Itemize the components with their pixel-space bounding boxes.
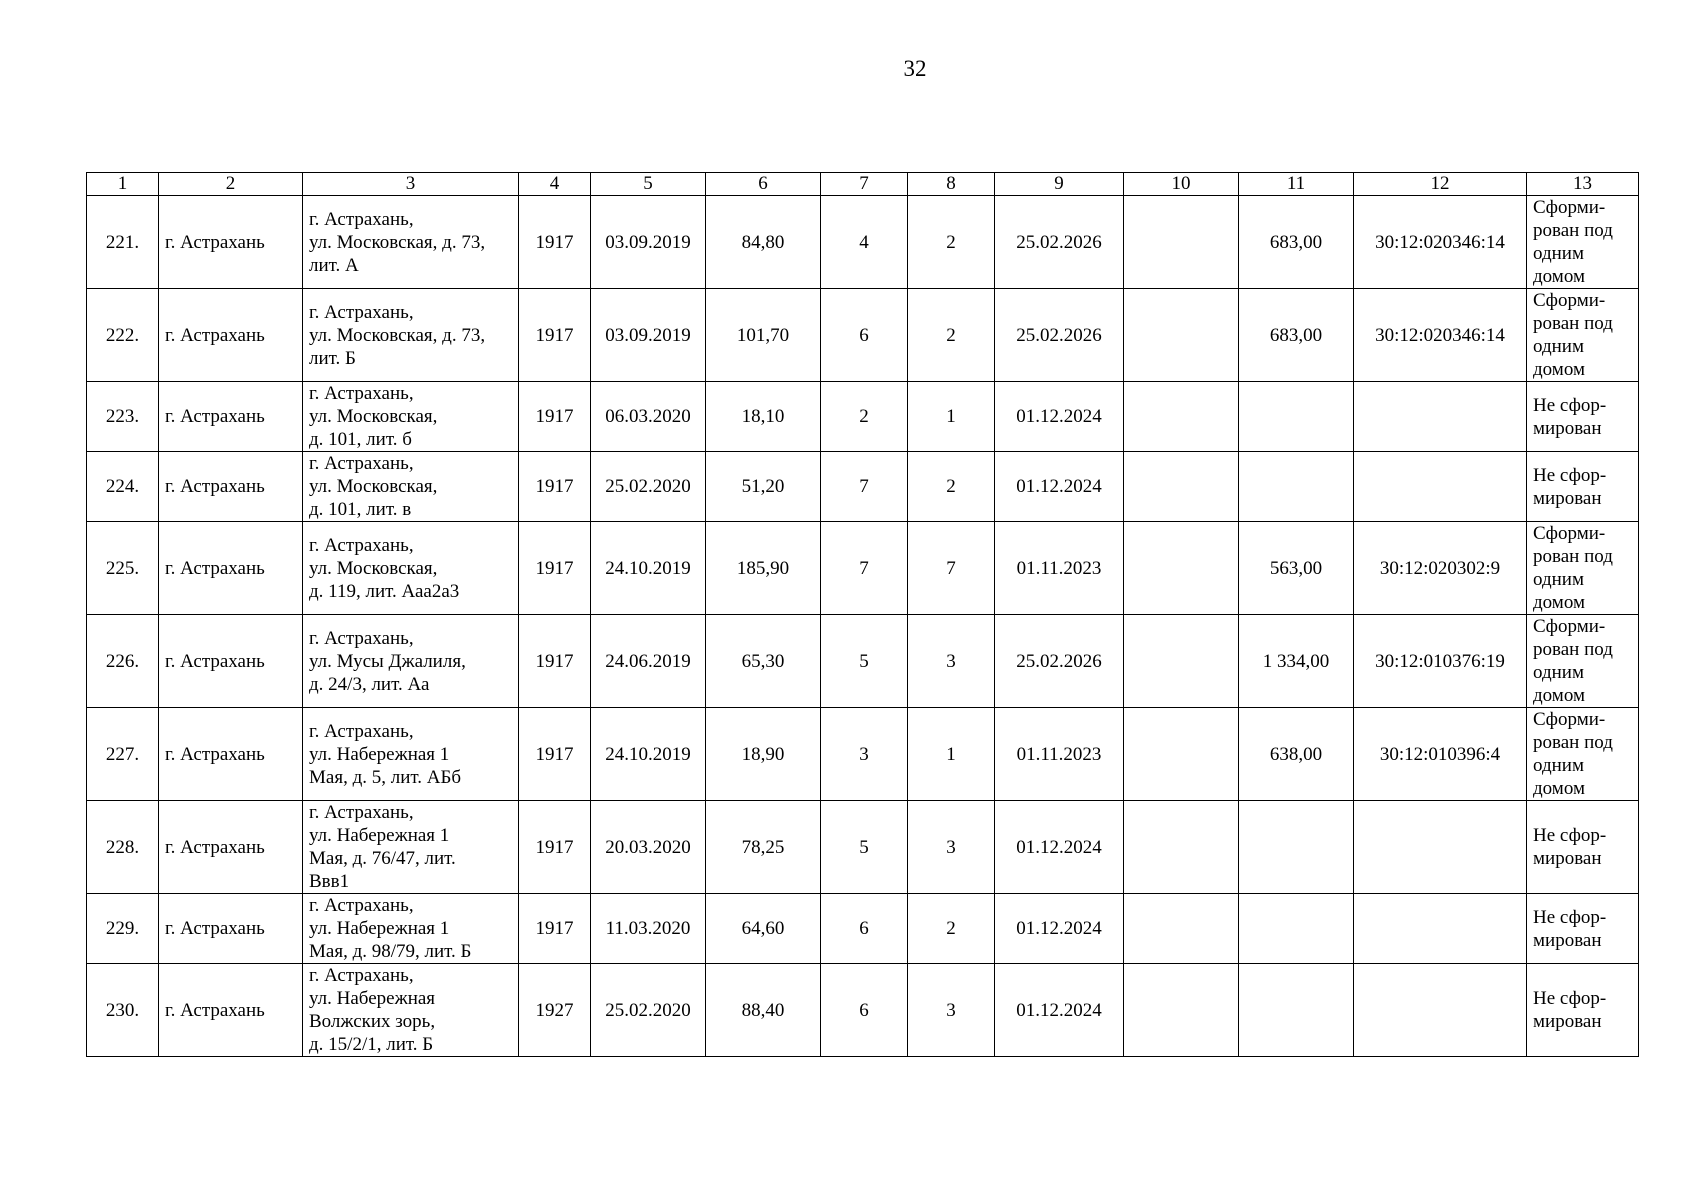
table-row [87,708,1639,801]
column-header-8: 8 [908,173,995,196]
year-cell: 1917 [519,801,591,894]
date-cell: 24.10.2019 [591,708,706,801]
year-cell: 1917 [519,382,591,452]
address-cell [303,289,519,382]
deadline-cell: 01.11.2023 [995,708,1124,801]
row-number: 223. [87,382,159,452]
city-cell: г. Астрахань [159,196,303,289]
column-header-4: 4 [519,173,591,196]
address-cell [303,522,519,615]
col8-cell: 2 [908,289,995,382]
table-row [87,289,1639,382]
col10-cell [1124,801,1239,894]
deadline-cell: 25.02.2026 [995,615,1124,708]
date-cell: 11.03.2020 [591,894,706,964]
land-status-cell-line: рован под [1533,732,1613,753]
land-status-cell-line: Не сфор- [1533,906,1607,928]
city-cell: г. Астрахань [159,382,303,452]
row-number: 230. [87,964,159,1057]
col8-cell: 2 [908,452,995,522]
col7-cell: 6 [821,894,908,964]
year-cell: 1917 [519,452,591,522]
land-area-cell: 683,00 [1239,196,1354,289]
land-status-cell-line: домом [1533,592,1585,613]
housing-registry-table [86,172,1639,1057]
cadastral-number-cell: 30:12:010396:4 [1354,708,1527,801]
cadastral-number-cell: 30:12:020302:9 [1354,522,1527,615]
column-header-10: 10 [1124,173,1239,196]
land-status-cell [1527,894,1639,964]
city-cell: г. Астрахань [159,615,303,708]
cadastral-number-cell [1354,964,1527,1057]
table-row [87,382,1639,452]
date-cell: 06.03.2020 [591,382,706,452]
cadastral-number-cell [1354,894,1527,964]
land-status-cell [1527,708,1639,801]
address-cell-line: г. Астрахань, [309,453,414,474]
address-cell-line: ул. Набережная 1 [309,918,450,939]
column-header-11: 11 [1239,173,1354,196]
land-status-cell [1527,964,1639,1057]
date-cell: 24.06.2019 [591,615,706,708]
col7-cell: 2 [821,382,908,452]
col10-cell [1124,708,1239,801]
col10-cell [1124,894,1239,964]
column-header-1: 1 [87,173,159,196]
cadastral-number-cell: 30:12:020346:14 [1354,289,1527,382]
land-area-cell [1239,452,1354,522]
cadastral-number-cell [1354,801,1527,894]
deadline-cell: 01.12.2024 [995,382,1124,452]
col8-cell: 3 [908,964,995,1057]
land-status-cell-line: Сформи- [1533,709,1606,730]
area-cell: 65,30 [706,615,821,708]
col7-cell: 7 [821,452,908,522]
city-cell: г. Астрахань [159,964,303,1057]
address-cell-line: лит. Б [309,347,356,369]
column-header-9: 9 [995,173,1124,196]
col10-cell [1124,382,1239,452]
cadastral-number-cell [1354,382,1527,452]
col10-cell [1124,196,1239,289]
address-cell-line: ул. Московская, [309,557,438,579]
deadline-cell: 01.12.2024 [995,894,1124,964]
land-status-cell [1527,452,1639,522]
land-status-cell [1527,801,1639,894]
col10-cell [1124,522,1239,615]
row-number: 221. [87,196,159,289]
land-status-cell-line: домом [1533,266,1585,287]
col7-cell: 6 [821,964,908,1057]
address-cell [303,964,519,1057]
table-row [87,964,1639,1057]
address-cell-line: г. Астрахань, [309,802,414,823]
column-header-12: 12 [1354,173,1527,196]
land-area-cell: 1 334,00 [1239,615,1354,708]
land-area-cell: 683,00 [1239,289,1354,382]
table-row [87,894,1639,964]
date-cell: 03.09.2019 [591,196,706,289]
column-header-2: 2 [159,173,303,196]
col7-cell: 7 [821,522,908,615]
land-status-cell-line: Сформи- [1533,523,1606,544]
column-header-5: 5 [591,173,706,196]
date-cell: 25.02.2020 [591,964,706,1057]
col8-cell: 3 [908,615,995,708]
address-cell [303,708,519,801]
deadline-cell: 01.11.2023 [995,522,1124,615]
city-cell: г. Астрахань [159,289,303,382]
column-header-13: 13 [1527,173,1639,196]
address-cell-line: д. 101, лит. б [309,429,412,450]
row-number: 225. [87,522,159,615]
address-cell-line: ул. Набережная 1 [309,743,450,765]
deadline-cell: 25.02.2026 [995,289,1124,382]
col10-cell [1124,452,1239,522]
city-cell: г. Астрахань [159,452,303,522]
area-cell: 185,90 [706,522,821,615]
col7-cell: 3 [821,708,908,801]
land-status-cell-line: мирован [1533,848,1602,869]
address-cell-line: д. 119, лит. Ааа2а3 [309,580,460,602]
table-body [87,196,1639,1057]
col8-cell: 1 [908,382,995,452]
land-status-cell-line: рован под [1533,220,1613,241]
land-status-cell-line: домом [1533,685,1585,706]
address-cell-line: Ввв1 [309,871,350,892]
address-cell-line: ул. Московская, д. 73, [309,324,486,346]
address-cell [303,382,519,452]
year-cell: 1917 [519,522,591,615]
address-cell-line: ул. Московская, [309,406,438,427]
date-cell: 03.09.2019 [591,289,706,382]
land-status-cell-line: одним [1533,662,1584,683]
land-status-cell-line: одним [1533,569,1584,590]
land-status-cell [1527,615,1639,708]
address-cell-line: лит. А [309,254,359,276]
land-status-cell [1527,289,1639,382]
col8-cell: 2 [908,196,995,289]
address-cell-line: д. 101, лит. в [309,499,412,520]
land-status-cell-line: рован под [1533,313,1613,334]
land-status-cell [1527,382,1639,452]
date-cell: 24.10.2019 [591,522,706,615]
area-cell: 51,20 [706,452,821,522]
land-status-cell-line: Не сфор- [1533,464,1607,486]
col8-cell: 1 [908,708,995,801]
address-cell-line: г. Астрахань, [309,534,414,556]
land-status-cell-line: Сформи- [1533,616,1606,637]
land-area-cell: 563,00 [1239,522,1354,615]
land-status-cell [1527,196,1639,289]
row-number: 228. [87,801,159,894]
address-cell-line: Мая, д. 5, лит. АБб [309,766,462,788]
year-cell: 1917 [519,708,591,801]
col8-cell: 3 [908,801,995,894]
cadastral-number-cell [1354,452,1527,522]
row-number: 226. [87,615,159,708]
table-row [87,801,1639,894]
address-cell-line: Мая, д. 98/79, лит. Б [309,941,472,962]
area-cell: 101,70 [706,289,821,382]
land-status-cell-line: Сформи- [1533,290,1606,311]
land-status-cell-line: домом [1533,359,1585,380]
row-number: 227. [87,708,159,801]
address-cell-line: д. 15/2/1, лит. Б [309,1034,434,1055]
area-cell: 84,80 [706,196,821,289]
address-cell-line: ул. Московская, д. 73, [309,231,486,253]
deadline-cell: 01.12.2024 [995,452,1124,522]
row-number: 222. [87,289,159,382]
col8-cell: 2 [908,894,995,964]
land-status-cell-line: рован под [1533,639,1613,660]
cadastral-number-cell: 30:12:020346:14 [1354,196,1527,289]
land-status-cell-line: Не сфор- [1533,394,1607,416]
column-header-6: 6 [706,173,821,196]
table-row [87,452,1639,522]
col10-cell [1124,289,1239,382]
land-status-cell-line: мирован [1533,417,1602,439]
year-cell: 1917 [519,196,591,289]
header-row [87,173,1639,196]
cadastral-number-cell: 30:12:010376:19 [1354,615,1527,708]
column-header-3: 3 [303,173,519,196]
table-row [87,522,1639,615]
land-status-cell-line: мирован [1533,929,1602,951]
col7-cell: 6 [821,289,908,382]
deadline-cell: 25.02.2026 [995,196,1124,289]
address-cell-line: ул. Набережная 1 [309,825,450,846]
row-number: 224. [87,452,159,522]
address-cell-line: г. Астрахань, [309,627,414,649]
land-area-cell [1239,964,1354,1057]
land-area-cell [1239,382,1354,452]
address-cell [303,452,519,522]
date-cell: 25.02.2020 [591,452,706,522]
address-cell [303,615,519,708]
area-cell: 64,60 [706,894,821,964]
address-cell-line: г. Астрахань, [309,208,414,230]
col7-cell: 5 [821,615,908,708]
city-cell: г. Астрахань [159,708,303,801]
page-number: 32 [903,56,927,81]
date-cell: 20.03.2020 [591,801,706,894]
land-status-cell-line: Не сфор- [1533,825,1607,846]
city-cell: г. Астрахань [159,522,303,615]
land-area-cell [1239,801,1354,894]
year-cell: 1927 [519,964,591,1057]
area-cell: 78,25 [706,801,821,894]
col10-cell [1124,615,1239,708]
col7-cell: 4 [821,196,908,289]
area-cell: 18,90 [706,708,821,801]
land-status-cell-line: Не сфор- [1533,988,1607,1009]
year-cell: 1917 [519,289,591,382]
year-cell: 1917 [519,894,591,964]
address-cell [303,801,519,894]
address-cell-line: г. Астрахань, [309,301,414,323]
land-status-cell-line: мирован [1533,487,1602,509]
year-cell: 1917 [519,615,591,708]
address-cell [303,894,519,964]
address-cell-line: ул. Мусы Джалиля, [309,650,466,672]
city-cell: г. Астрахань [159,801,303,894]
land-status-cell-line: рован под [1533,546,1613,567]
area-cell: 88,40 [706,964,821,1057]
address-cell-line: Мая, д. 76/47, лит. [309,848,456,869]
col10-cell [1124,964,1239,1057]
city-cell: г. Астрахань [159,894,303,964]
land-status-cell-line: домом [1533,778,1585,799]
address-cell [303,196,519,289]
land-status-cell-line: одним [1533,755,1584,776]
address-cell-line: г. Астрахань, [309,383,414,404]
col7-cell: 5 [821,801,908,894]
land-status-cell-line: мирован [1533,1011,1602,1032]
land-area-cell [1239,894,1354,964]
address-cell-line: Волжских зорь, [309,1011,436,1032]
address-cell-line: ул. Набережная [309,988,436,1009]
table-row [87,615,1639,708]
land-status-cell-line: одним [1533,243,1584,264]
table-header [87,173,1639,196]
row-number: 229. [87,894,159,964]
deadline-cell: 01.12.2024 [995,964,1124,1057]
address-cell-line: г. Астрахань, [309,720,414,742]
address-cell-line: д. 24/3, лит. Аа [309,673,430,695]
land-status-cell-line: одним [1533,336,1584,357]
land-status-cell-line: Сформи- [1533,197,1606,218]
land-area-cell: 638,00 [1239,708,1354,801]
column-header-7: 7 [821,173,908,196]
land-status-cell [1527,522,1639,615]
col8-cell: 7 [908,522,995,615]
table-row [87,196,1639,289]
address-cell-line: ул. Московская, [309,476,438,497]
address-cell-line: г. Астрахань, [309,965,414,986]
deadline-cell: 01.12.2024 [995,801,1124,894]
address-cell-line: г. Астрахань, [309,895,414,916]
area-cell: 18,10 [706,382,821,452]
